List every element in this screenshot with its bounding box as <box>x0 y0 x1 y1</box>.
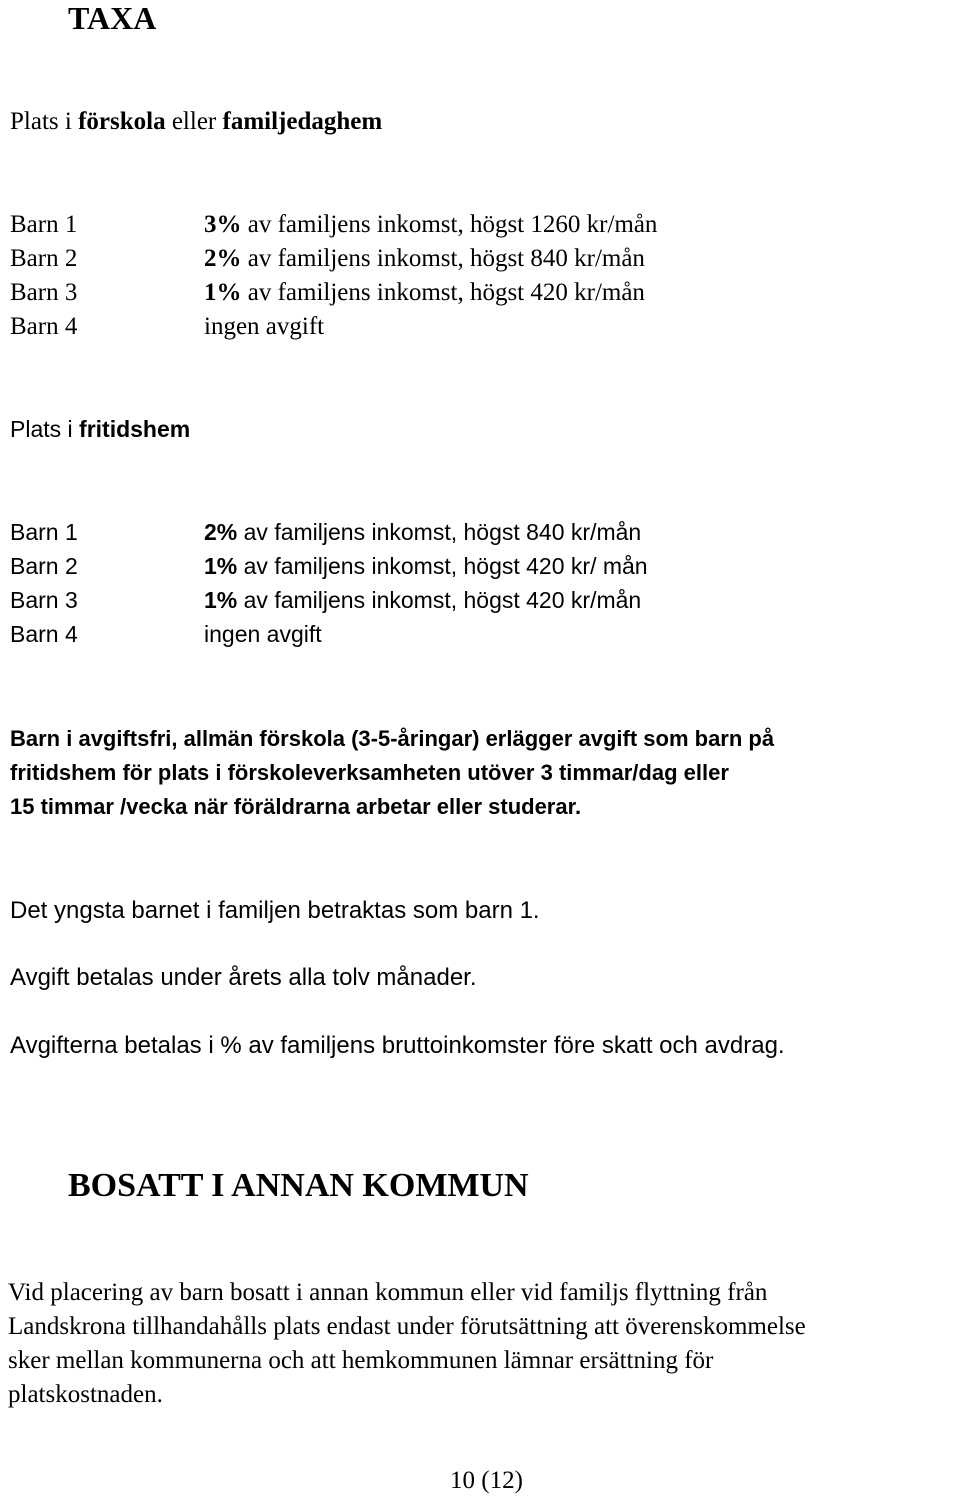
page-title: TAXA <box>68 0 157 36</box>
bosatt-line: sker mellan kommunerna och att hemkommunen lämnar ersättning för <box>8 1347 714 1374</box>
bosatt-heading: BOSATT I ANNAN KOMMUN <box>68 1167 529 1204</box>
row-label: Barn 4 <box>10 621 78 647</box>
fritidshem-heading: Plats i fritidshem <box>10 416 191 442</box>
info-line: Avgifterna betalas i % av familjens bruttoinkomster före skatt och avdrag. <box>10 1032 785 1059</box>
note-line: fritidshem för plats i förskoleverksamheten utöver 3 timmar/dag eller <box>10 760 729 785</box>
row-value: 2% av familjens inkomst, högst 840 kr/mån <box>204 519 642 545</box>
bosatt-line: Vid placering av barn bosatt i annan kommun eller vid familjs flyttning från <box>8 1279 768 1306</box>
row-label: Barn 3 <box>10 279 78 306</box>
row-label: Barn 2 <box>10 553 78 579</box>
row-label: Barn 2 <box>10 245 78 272</box>
note-line: Barn i avgiftsfri, allmän förskola (3-5-åringar) erlägger avgift som barn på <box>10 726 775 751</box>
row-value: ingen avgift <box>204 313 325 340</box>
row-label: Barn 3 <box>10 587 78 613</box>
row-value: 2% av familjens inkomst, högst 840 kr/mån <box>204 245 645 272</box>
info-line: Avgift betalas under årets alla tolv månader. <box>10 964 477 991</box>
row-label: Barn 4 <box>10 313 78 340</box>
row-value: ingen avgift <box>204 621 322 647</box>
note-line: 15 timmar /vecka när föräldrarna arbetar eller studerar. <box>10 794 582 819</box>
row-value: 1% av familjens inkomst, högst 420 kr/mån <box>204 587 642 613</box>
bosatt-line: platskostnaden. <box>8 1381 163 1408</box>
page-number: 10 (12) <box>450 1467 523 1494</box>
forskola-heading: Plats i förskola eller familjedaghem <box>10 108 383 135</box>
row-value: 3% av familjens inkomst, högst 1260 kr/mån <box>204 211 658 238</box>
info-line: Det yngsta barnet i familjen betraktas som barn 1. <box>10 897 540 924</box>
bosatt-line: Landskrona tillhandahålls plats endast under förutsättning att överenskommelse <box>8 1313 806 1340</box>
row-value: 1% av familjens inkomst, högst 420 kr/ mån <box>204 553 648 579</box>
row-label: Barn 1 <box>10 519 78 545</box>
row-value: 1% av familjens inkomst, högst 420 kr/mån <box>204 279 645 306</box>
row-label: Barn 1 <box>10 211 78 238</box>
